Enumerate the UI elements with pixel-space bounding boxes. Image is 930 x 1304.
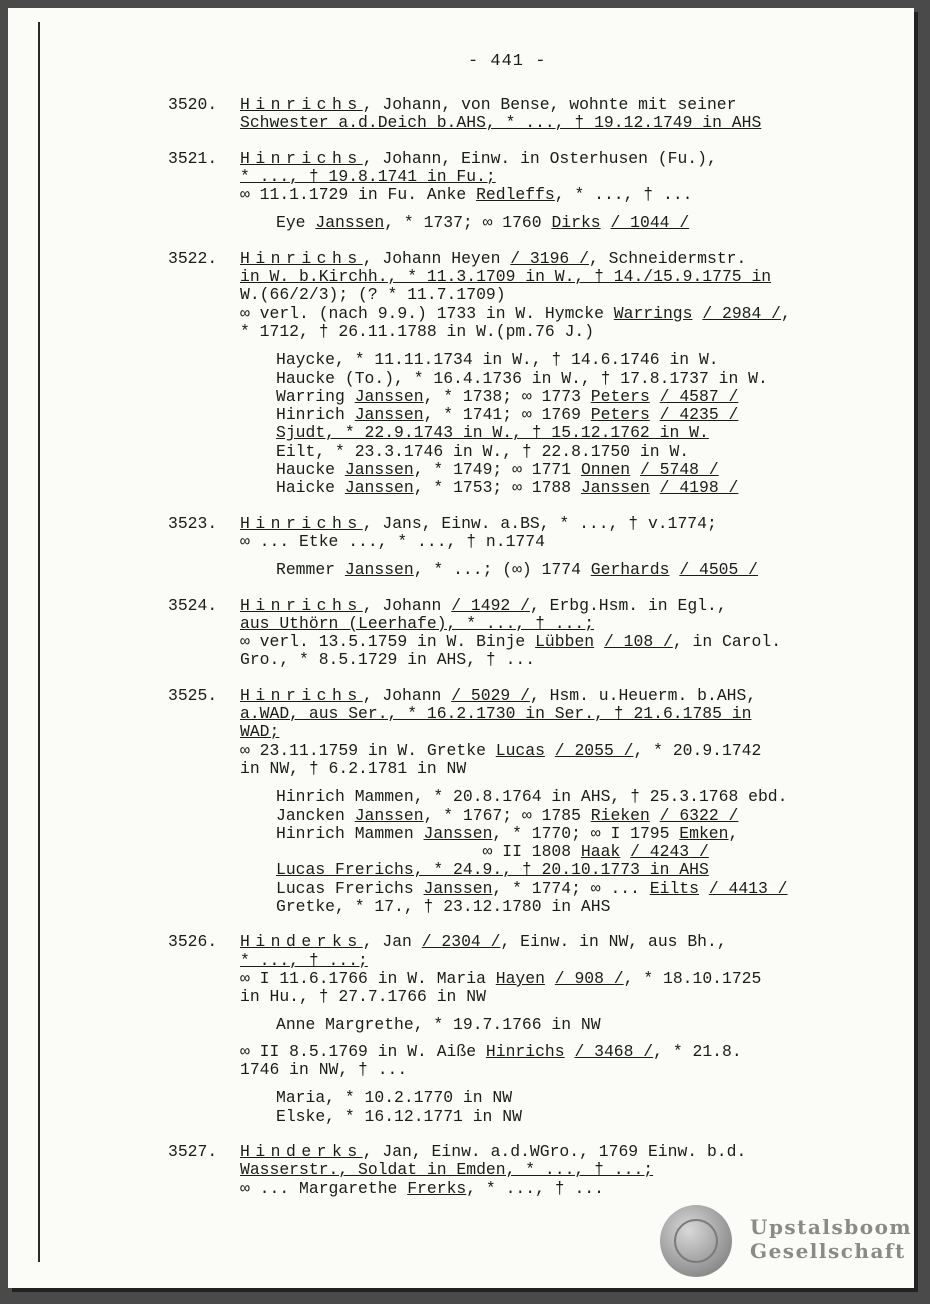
surname: Hinrichs bbox=[240, 513, 363, 533]
entry-number: 3522. bbox=[168, 248, 218, 268]
children: Eye Janssen, * 1737; ∞ 1760 Dirks / 1044 / bbox=[276, 213, 690, 233]
surname: Hinrichs bbox=[240, 685, 363, 705]
entry-number: 3521. bbox=[168, 148, 218, 168]
cross-reference: / 1492 / bbox=[451, 595, 530, 615]
cross-reference: / 4243 / bbox=[630, 842, 709, 862]
cross-reference: / 5748 / bbox=[639, 460, 719, 480]
cross-reference: / 1044 / bbox=[610, 213, 690, 233]
surname: Hinrichs bbox=[240, 148, 363, 168]
entry-number: 3520. bbox=[168, 95, 218, 114]
document-page bbox=[8, 8, 914, 1288]
logo-text: Upstalsboom Gesellschaft bbox=[750, 1215, 913, 1263]
entry-number: 3523. bbox=[168, 513, 218, 533]
margin-line bbox=[38, 22, 40, 1262]
upstalsboom-logo bbox=[660, 1201, 913, 1281]
cross-reference: / 4235 / bbox=[659, 405, 739, 425]
surname: Hinderks bbox=[240, 932, 363, 952]
cross-reference: / 3196 / bbox=[510, 248, 589, 268]
entry-number: 3527. bbox=[168, 1141, 218, 1161]
cross-reference: / 6322 / bbox=[659, 805, 739, 825]
entry-number: 3526. bbox=[168, 932, 218, 952]
cross-reference: / 4198 / bbox=[659, 478, 739, 498]
surname: Hinderks bbox=[240, 1141, 363, 1161]
seal-icon bbox=[660, 1205, 732, 1277]
entry-3524: 3524. Hinrichs, Johann / 1492 /, Erbg.Hsm. in Egl., aus Uthörn (Leerhafe), * ..., † ...; ∞ verl. 13.5.1759 in W. Binje Lübben / 108 /, in Carol. Gro., * 8.5.1729 in AHS, † ... bbox=[168, 595, 782, 670]
cross-reference: / 4587 / bbox=[659, 386, 739, 406]
cross-reference: / 2304 / bbox=[421, 932, 501, 952]
children: Remmer Janssen, * ...; (∞) 1774 Gerhards / 4505 / bbox=[276, 560, 759, 580]
cross-reference: / 2055 / bbox=[554, 740, 634, 760]
cross-reference: / 5029 / bbox=[451, 685, 530, 705]
surname: Hinrichs bbox=[240, 595, 363, 615]
entry-3520: 3520. Hinrichs, Johann, von Bense, wohnte mit seiner Schwester a.d.Deich b.AHS, * ..., † 19.12.1749 in AHS bbox=[168, 95, 762, 133]
cross-reference: / 4505 / bbox=[679, 560, 759, 580]
children: Hinrich Mammen, * 20.8.1764 in AHS, † 25.3.1768 ebd. Jancken Janssen, * 1767; ∞ 1785 Rieken / 6322 / Hinrich Mammen Janssen, * 1770; ∞ I 1795 Emken, ∞ II 1808 Haak / 4243 / Lucas Frerichs, * 24.9., † 20.10.1773 in AHS Lucas Frerichs Janssen, * 1774; ∞ ... Eilts / 4413 / Gretke, * 17., † 23.12.1780 in AHS bbox=[276, 787, 788, 916]
cross-reference: / 908 / bbox=[554, 968, 624, 988]
cross-reference: / 2984 / bbox=[702, 303, 782, 323]
cross-reference: / 4413 / bbox=[708, 878, 788, 898]
entry-3526: 3526. Hinderks, Jan / 2304 /, Einw. in NW, aus Bh., * ..., † ...; ∞ I 11.6.1766 in W. Maria Hayen / 908 /, * 18.10.1725 in Hu., † 27.7.1766 in NW Anne Margrethe, * 19.7.1766 in NW ∞ II 8.5.1769 in W. Aiße Hinrichs / 3468 /, * 21.8. 1746 in NW, † ... Maria, * 10.2.1770 in NW Elske, * 16.12.1771 in NW bbox=[168, 933, 868, 1126]
entry-3521: 3521. Hinrichs, Johann, Einw. in Osterhusen (Fu.), * ..., † 19.8.1741 in Fu.; ∞ 11.1.1729 in Fu. Anke Redleffs, * ..., † ... Eye Janssen, * 1737; ∞ 1760 Dirks / 1044 / bbox=[168, 150, 868, 233]
entry-3523: 3523. Hinrichs, Jans, Einw. a.BS, * ..., † v.1774; ∞ ... Etke ..., * ..., † n.1774 Remmer Janssen, * ...; (∞) 1774 Gerhards / 4505 / bbox=[168, 515, 868, 580]
entry-number: 3525. bbox=[168, 685, 218, 705]
children: Anne Margrethe, * 19.7.1766 in NW bbox=[276, 1015, 601, 1035]
page-number: - 441 - bbox=[468, 52, 547, 71]
children: Maria, * 10.2.1770 in NW Elske, * 16.12.1771 in NW bbox=[276, 1088, 522, 1126]
entry-number: 3524. bbox=[168, 595, 218, 615]
children: Haycke, * 11.11.1734 in W., † 14.6.1746 in W. Haucke (To.), * 16.4.1736 in W., † 17.8.1737 in W. Warring Janssen, * 1738; ∞ 1773 Peters / 4587 / Hinrich Janssen, * 1741; ∞ 1769 Peters / 4235 / Sjudt, * 22.9.1743 in W., † 15.12.1762 in W. Eilt, * 23.3.1746 in W., † 22.8.1750 in W. Haucke Janssen, * 1749; ∞ 1771 Onnen / 5748 / Haicke Janssen, * 1753; ∞ 1788 Janssen / 4198 / bbox=[276, 350, 768, 498]
entries bbox=[168, 96, 868, 1215]
cross-reference: / 108 / bbox=[603, 632, 673, 652]
entry-3527: 3527. Hinderks, Jan, Einw. a.d.WGro., 1769 Einw. b.d. Wasserstr., Soldat in Emden, * ..., † ...; ∞ ... Margarethe Frerks, * ..., † ... bbox=[168, 1141, 747, 1198]
entry-3525: 3525. Hinrichs, Johann / 5029 /, Hsm. u.Heuerm. b.AHS, a.WAD, aus Ser., * 16.2.1730 in Ser., † 21.6.1785 in WAD; ∞ 23.11.1759 in W. Gretke Lucas / 2055 /, * 20.9.1742 in NW, † 6.2.1781 in NW Hinrich Mammen, * 20.8.1764 in AHS, † 25.3.1768 ebd. Jancken Janssen, * 1767; ∞ 1785 Rieken / 6322 / Hinrich Mammen Janssen, * 1770; ∞ I 1795 Emken, ∞ II 1808 Haak / 4243 / Lucas Frerichs, * 24.9., † 20.10.1773 in AHS Lucas Frerichs Janssen, * 1774; ∞ ... Eilts / 4413 / Gretke, * 17., † 23.12.1780 in AHS bbox=[168, 687, 868, 917]
cross-reference: / 3468 / bbox=[574, 1041, 654, 1061]
entry-3522: 3522. Hinrichs, Johann Heyen / 3196 /, Schneidermstr. in W. b.Kirchh., * 11.3.1709 in W., † 14./15.9.1775 in W.(66/2/3); (? * 11.7.1709) ∞ verl. (nach 9.9.) 1733 in W. Hymcke Warrings / 2984 /, * 1712, † 26.11.1788 in W.(pm.76 J.) Haycke, * 11.11.1734 in W., † 14.6.1746 in W. Haucke (To.), * 16.4.1736 in W., † 17.8.1737 in W. Warring Janssen, * 1738; ∞ 1773 Peters / 4587 / Hinrich Janssen, * 1741; ∞ 1769 Peters / 4235 / Sjudt, * 22.9.1743 in W., † 15.12.1762 in W. Eilt, * 23.3.1746 in W., † 22.8.1750 in W. Haucke Janssen, * 1749; ∞ 1771 Onnen / 5748 / Haicke Janssen, * 1753; ∞ 1788 Janssen / 4198 / bbox=[168, 250, 868, 498]
surname: Hinrichs bbox=[240, 95, 363, 114]
surname: Hinrichs bbox=[240, 248, 363, 268]
